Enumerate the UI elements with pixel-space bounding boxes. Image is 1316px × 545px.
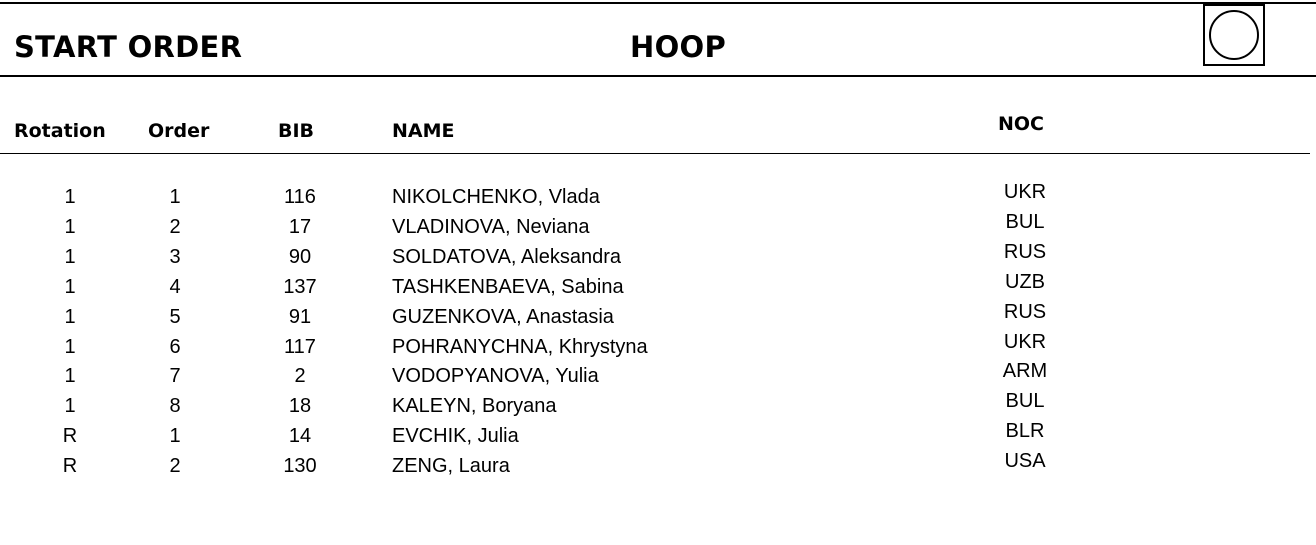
rotation-cell: R	[62, 455, 78, 478]
noc-cell: BUL	[1005, 210, 1045, 233]
hoop-circle-icon	[1209, 10, 1259, 60]
order-cell: 6	[169, 335, 181, 358]
rotation-cell: 1	[64, 335, 76, 358]
bib-cell: 116	[284, 186, 316, 208]
order-cell: 1	[169, 425, 181, 448]
noc-cell: BUL	[1005, 390, 1045, 413]
table-row	[0, 452, 1316, 480]
table-row	[0, 183, 1316, 211]
bib-cell: 91	[288, 305, 312, 328]
table-row	[0, 422, 1316, 450]
order-cell: 5	[169, 305, 181, 328]
title-rule	[0, 75, 1316, 77]
top-rule	[0, 2, 1316, 4]
bib-cell: 18	[288, 395, 312, 418]
order-cell: 2	[169, 215, 181, 238]
rotation-cell: 1	[64, 395, 76, 418]
order-cell: 3	[169, 245, 181, 268]
rotation-cell: R	[62, 425, 78, 448]
bib-cell: 2	[294, 365, 306, 388]
bib-cell: 17	[288, 215, 312, 238]
name-cell: GUZENKOVA, Anastasia	[392, 305, 614, 328]
name-cell: VODOPYANOVA, Yulia	[392, 365, 599, 388]
table-row	[0, 330, 1316, 361]
noc-cell: RUS	[1003, 300, 1047, 323]
order-cell: 4	[169, 275, 181, 298]
table-row	[0, 240, 1316, 271]
hoop-icon	[1203, 4, 1265, 66]
table-row	[0, 270, 1316, 301]
rotation-cell: 1	[64, 365, 76, 388]
col-header-bib: BIB	[278, 120, 315, 142]
header-rule	[0, 153, 1310, 154]
order-cell: 7	[169, 365, 181, 388]
name-cell: POHRANYCHNA, Khrystyna	[392, 335, 648, 358]
bib-cell: 117	[284, 335, 316, 358]
name-cell: KALEYN, Boryana	[392, 395, 557, 418]
name-cell: EVCHIK, Julia	[392, 425, 519, 448]
bib-cell: 14	[288, 425, 312, 448]
table-row	[0, 300, 1316, 331]
col-header-rotation: Rotation	[14, 120, 106, 142]
table-row	[0, 210, 1316, 241]
col-header-name: NAME	[392, 120, 455, 142]
name-cell: NIKOLCHENKO, Vlada	[392, 186, 600, 208]
rotation-cell: 1	[64, 275, 76, 298]
noc-cell: UZB	[1005, 270, 1045, 293]
col-header-order: Order	[148, 120, 210, 142]
table-row	[0, 392, 1316, 420]
rotation-cell: 1	[64, 305, 76, 328]
name-cell: SOLDATOVA, Aleksandra	[392, 245, 621, 268]
noc-cell: RUS	[1003, 240, 1047, 263]
table-row	[0, 362, 1316, 390]
bib-cell: 90	[288, 245, 312, 268]
apparatus-title: HOOP	[630, 30, 727, 64]
bib-cell: 130	[283, 455, 317, 478]
noc-cell: USA	[1004, 450, 1046, 473]
order-cell: 2	[169, 455, 181, 478]
noc-cell: UKR	[1003, 330, 1047, 353]
noc-cell: ARM	[1002, 360, 1048, 383]
name-cell: ZENG, Laura	[392, 455, 510, 478]
rotation-cell: 1	[64, 245, 76, 268]
rotation-cell: 1	[64, 186, 76, 208]
page-title: START ORDER	[14, 30, 243, 64]
rotation-cell: 1	[64, 215, 76, 238]
col-header-noc: NOC	[998, 113, 1044, 135]
bib-cell: 137	[283, 275, 317, 298]
order-cell: 1	[169, 186, 181, 208]
name-cell: VLADINOVA, Neviana	[392, 215, 590, 238]
noc-cell: BLR	[1005, 420, 1045, 443]
noc-cell: UKR	[1003, 181, 1047, 203]
name-cell: TASHKENBAEVA, Sabina	[392, 275, 624, 298]
order-cell: 8	[169, 395, 181, 418]
